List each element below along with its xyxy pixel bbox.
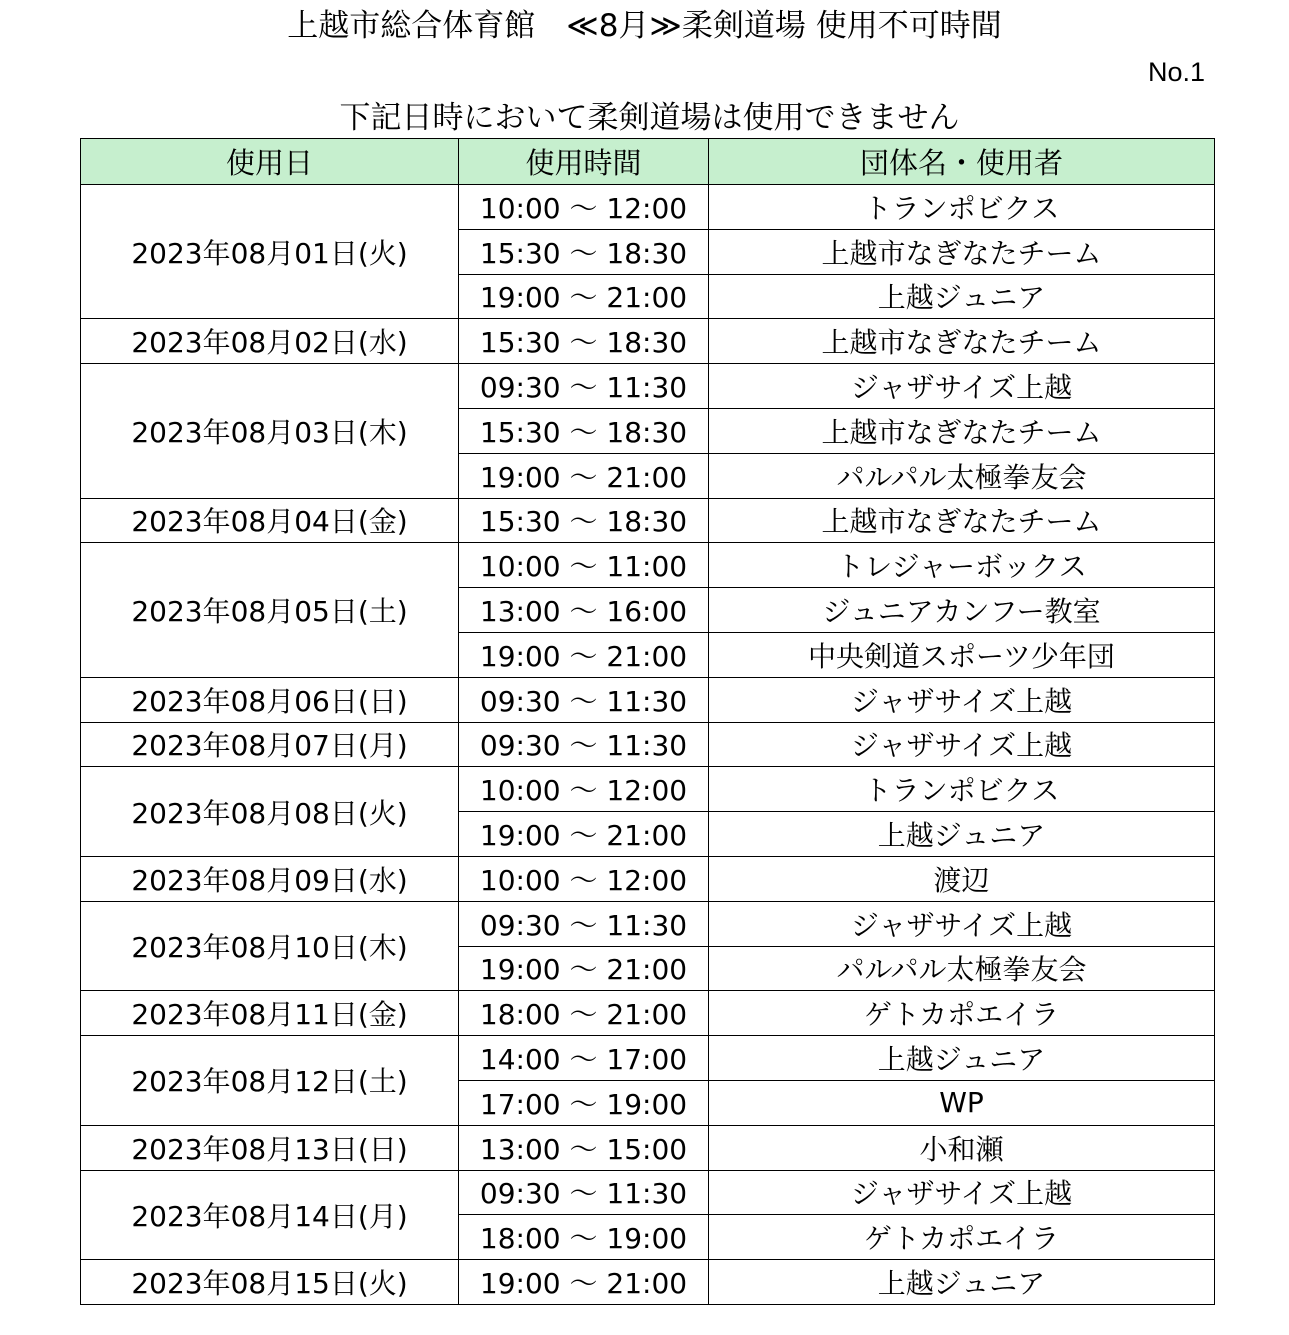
time-cell: 10:00 〜 12:00 xyxy=(459,856,709,901)
date-cell: 2023年08月09日(水) xyxy=(81,856,459,901)
time-cell: 17:00 〜 19:00 xyxy=(459,1080,709,1125)
time-cell: 19:00 〜 21:00 xyxy=(459,453,709,498)
time-cell: 19:00 〜 21:00 xyxy=(459,274,709,319)
date-cell: 2023年08月03日(木) xyxy=(81,364,459,498)
user-cell: トレジャーボックス xyxy=(709,543,1215,588)
column-header-user: 団体名・使用者 xyxy=(709,139,1215,185)
user-cell: ゲトカポエイラ xyxy=(709,991,1215,1036)
user-cell: 上越市なぎなたチーム xyxy=(709,229,1215,274)
user-cell: トランポビクス xyxy=(709,185,1215,230)
page-title: 上越市総合体育館 ≪8月≫柔剣道場 使用不可時間 xyxy=(287,8,1002,44)
user-cell: 上越ジュニア xyxy=(709,1260,1215,1305)
date-cell: 2023年08月07日(月) xyxy=(81,722,459,767)
time-cell: 15:30 〜 18:30 xyxy=(459,319,709,364)
user-cell: 上越ジュニア xyxy=(709,274,1215,319)
date-cell: 2023年08月08日(火) xyxy=(81,767,459,857)
user-cell: 上越市なぎなたチーム xyxy=(709,408,1215,453)
time-cell: 09:30 〜 11:30 xyxy=(459,1170,709,1215)
time-cell: 15:30 〜 18:30 xyxy=(459,408,709,453)
table-header-row xyxy=(81,139,1215,185)
user-cell: トランポビクス xyxy=(709,767,1215,812)
table-row xyxy=(81,722,1215,767)
time-cell: 10:00 〜 12:00 xyxy=(459,767,709,812)
time-cell: 15:30 〜 18:30 xyxy=(459,229,709,274)
table-row xyxy=(81,991,1215,1036)
time-cell: 09:30 〜 11:30 xyxy=(459,901,709,946)
time-cell: 10:00 〜 12:00 xyxy=(459,185,709,230)
time-cell: 10:00 〜 11:00 xyxy=(459,543,709,588)
table-row xyxy=(81,543,1215,588)
column-header-time: 使用時間 xyxy=(459,139,709,185)
time-cell: 15:30 〜 18:30 xyxy=(459,498,709,543)
time-cell: 13:00 〜 15:00 xyxy=(459,1125,709,1170)
user-cell: 上越市なぎなたチーム xyxy=(709,319,1215,364)
page-subtitle: 下記日時において柔剣道場は使用できません xyxy=(339,100,960,136)
user-cell: WP xyxy=(709,1080,1215,1125)
date-cell: 2023年08月05日(土) xyxy=(81,543,459,677)
user-cell: 小和瀬 xyxy=(709,1125,1215,1170)
table-row xyxy=(81,1170,1215,1215)
user-cell: 渡辺 xyxy=(709,856,1215,901)
time-cell: 19:00 〜 21:00 xyxy=(459,812,709,857)
column-header-date: 使用日 xyxy=(81,139,459,185)
user-cell: 上越ジュニア xyxy=(709,812,1215,857)
time-cell: 19:00 〜 21:00 xyxy=(459,1260,709,1305)
table-row xyxy=(81,856,1215,901)
date-cell: 2023年08月10日(木) xyxy=(81,901,459,991)
date-cell: 2023年08月02日(水) xyxy=(81,319,459,364)
user-cell: ジャザサイズ上越 xyxy=(709,722,1215,767)
table-row xyxy=(81,767,1215,812)
user-cell: 中央剣道スポーツ少年団 xyxy=(709,632,1215,677)
date-cell: 2023年08月14日(月) xyxy=(81,1170,459,1260)
table-row xyxy=(81,901,1215,946)
table-row xyxy=(81,1260,1215,1305)
table-row xyxy=(81,185,1215,230)
user-cell: ジュニアカンフー教室 xyxy=(709,588,1215,633)
time-cell: 19:00 〜 21:00 xyxy=(459,946,709,991)
table-row xyxy=(81,677,1215,722)
date-cell: 2023年08月06日(日) xyxy=(81,677,459,722)
time-cell: 09:30 〜 11:30 xyxy=(459,677,709,722)
user-cell: 上越ジュニア xyxy=(709,1036,1215,1081)
user-cell: 上越市なぎなたチーム xyxy=(709,498,1215,543)
schedule-table xyxy=(80,138,1215,1305)
time-cell: 19:00 〜 21:00 xyxy=(459,632,709,677)
date-cell: 2023年08月13日(日) xyxy=(81,1125,459,1170)
user-cell: パルパル太極拳友会 xyxy=(709,946,1215,991)
date-cell: 2023年08月15日(火) xyxy=(81,1260,459,1305)
table-row xyxy=(81,319,1215,364)
table-row xyxy=(81,498,1215,543)
user-cell: ジャザサイズ上越 xyxy=(709,677,1215,722)
user-cell: ジャザサイズ上越 xyxy=(709,364,1215,409)
user-cell: パルパル太極拳友会 xyxy=(709,453,1215,498)
table-row xyxy=(81,1125,1215,1170)
user-cell: ゲトカポエイラ xyxy=(709,1215,1215,1260)
schedule-body xyxy=(81,185,1215,1305)
time-cell: 18:00 〜 19:00 xyxy=(459,1215,709,1260)
date-cell: 2023年08月04日(金) xyxy=(81,498,459,543)
time-cell: 09:30 〜 11:30 xyxy=(459,722,709,767)
time-cell: 14:00 〜 17:00 xyxy=(459,1036,709,1081)
table-row xyxy=(81,364,1215,409)
user-cell: ジャザサイズ上越 xyxy=(709,901,1215,946)
time-cell: 09:30 〜 11:30 xyxy=(459,364,709,409)
time-cell: 13:00 〜 16:00 xyxy=(459,588,709,633)
date-cell: 2023年08月12日(土) xyxy=(81,1036,459,1126)
date-cell: 2023年08月01日(火) xyxy=(81,185,459,319)
time-cell: 18:00 〜 21:00 xyxy=(459,991,709,1036)
table-row xyxy=(81,1036,1215,1081)
user-cell: ジャザサイズ上越 xyxy=(709,1170,1215,1215)
date-cell: 2023年08月11日(金) xyxy=(81,991,459,1036)
page-number: No.1 xyxy=(1147,57,1205,87)
